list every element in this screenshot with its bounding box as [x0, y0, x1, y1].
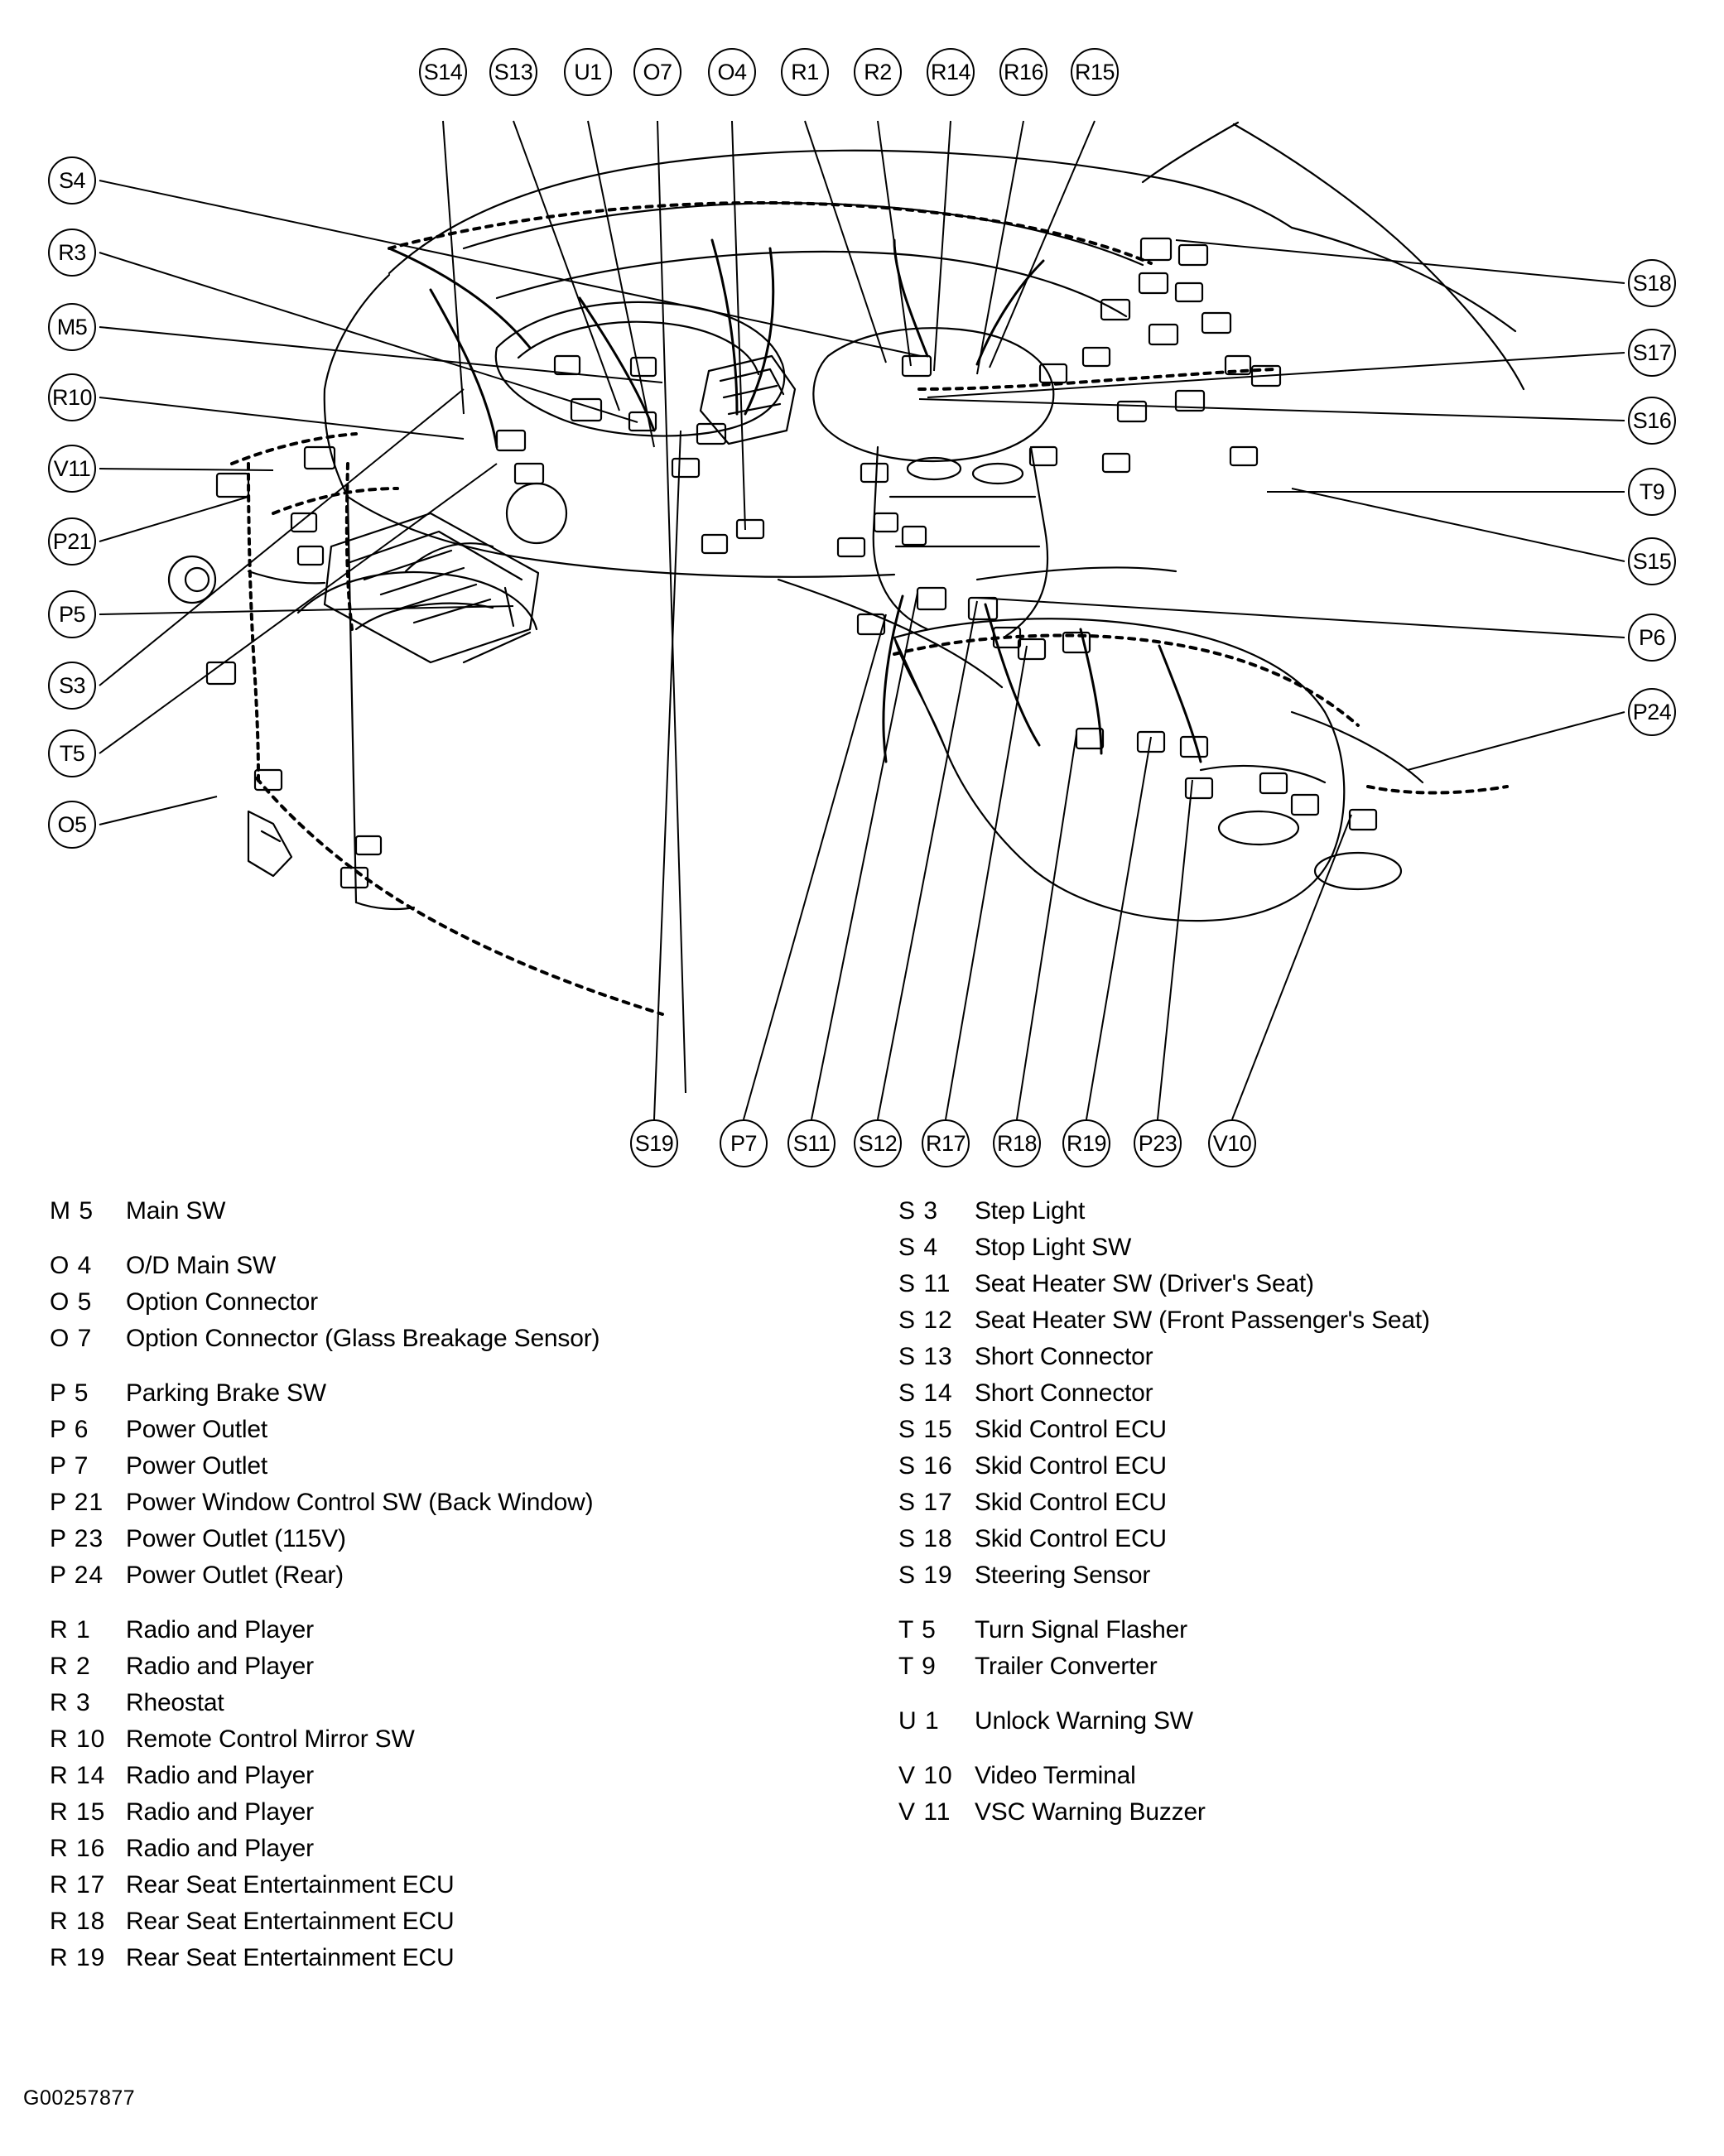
- legend-desc: Power Outlet (115V): [126, 1525, 346, 1552]
- legend-item: [898, 1454, 1693, 1479]
- legend-item: [50, 1490, 861, 1515]
- callout-o7[interactable]: O7: [633, 48, 681, 96]
- callout-r18[interactable]: R18: [993, 1119, 1041, 1167]
- legend-code: S 14: [898, 1379, 953, 1407]
- legend-desc: Skid Control ECU: [975, 1489, 1167, 1516]
- legend-desc: Radio and Player: [126, 1798, 314, 1826]
- legend-desc: Option Connector (Glass Breakage Sensor): [126, 1325, 600, 1352]
- legend-desc: Power Outlet: [126, 1452, 268, 1480]
- legend-item: [898, 1764, 1693, 1788]
- legend-item: [50, 1618, 861, 1643]
- callout-s4[interactable]: S4: [48, 156, 96, 205]
- legend-code: S 16: [898, 1452, 953, 1480]
- legend-code: R 18: [50, 1908, 106, 1935]
- callout-s16[interactable]: S16: [1628, 397, 1676, 445]
- callout-r19[interactable]: R19: [1062, 1119, 1110, 1167]
- legend-group-t: [898, 1618, 1693, 1679]
- legend-item: [50, 1199, 861, 1224]
- legend-desc: Turn Signal Flasher: [975, 1616, 1187, 1643]
- legend-item: [898, 1272, 1693, 1297]
- legend-item: [50, 1873, 861, 1898]
- callout-p6[interactable]: P6: [1628, 614, 1676, 662]
- legend-code: O 7: [50, 1325, 93, 1352]
- legend-desc: Rear Seat Entertainment ECU: [126, 1944, 455, 1971]
- legend-group-u: [898, 1709, 1693, 1734]
- legend-desc: Skid Control ECU: [975, 1525, 1167, 1552]
- legend-item: [898, 1235, 1693, 1260]
- legend-desc: Option Connector: [126, 1288, 318, 1316]
- legend-code: P 6: [50, 1416, 89, 1443]
- legend-desc: VSC Warning Buzzer: [975, 1798, 1206, 1826]
- callout-p23[interactable]: P23: [1134, 1119, 1182, 1167]
- legend-desc: Power Outlet (Rear): [126, 1562, 344, 1589]
- legend-code: S 19: [898, 1562, 953, 1589]
- legend-desc: Radio and Player: [126, 1616, 314, 1643]
- legend-item: [50, 1654, 861, 1679]
- callout-r15[interactable]: R15: [1071, 48, 1119, 96]
- legend-code: R 3: [50, 1689, 91, 1716]
- legend-code: R 19: [50, 1944, 106, 1971]
- legend-code: M 5: [50, 1197, 94, 1225]
- legend-column-left: [50, 1199, 861, 2000]
- legend-code: R 16: [50, 1835, 106, 1862]
- legend-item: [50, 1764, 861, 1788]
- legend-code: T 9: [898, 1653, 937, 1680]
- legend-code: S 3: [898, 1197, 939, 1225]
- legend-desc: Video Terminal: [975, 1762, 1136, 1789]
- legend-code: U 1: [898, 1707, 940, 1735]
- legend-desc: Unlock Warning SW: [975, 1707, 1193, 1735]
- callout-p5[interactable]: P5: [48, 590, 96, 638]
- callout-o4[interactable]: O4: [708, 48, 756, 96]
- legend-desc: Power Outlet: [126, 1416, 268, 1443]
- callout-s13[interactable]: S13: [489, 48, 537, 96]
- legend-group-p: [50, 1381, 861, 1588]
- callout-p21[interactable]: P21: [48, 517, 96, 565]
- legend-code: S 12: [898, 1307, 953, 1334]
- legend-item: [898, 1709, 1693, 1734]
- callout-t9[interactable]: T9: [1628, 468, 1676, 516]
- legend-item: [50, 1454, 861, 1479]
- legend-item: [50, 1254, 861, 1278]
- callout-r2[interactable]: R2: [854, 48, 902, 96]
- legend-desc: Stop Light SW: [975, 1234, 1132, 1261]
- legend-desc: Rear Seat Entertainment ECU: [126, 1871, 455, 1899]
- legend-code: R 14: [50, 1762, 106, 1789]
- callout-v11[interactable]: V11: [48, 445, 96, 493]
- legend-code: S 18: [898, 1525, 953, 1552]
- legend-item: [898, 1654, 1693, 1679]
- legend-column-right: [898, 1199, 1693, 1855]
- legend-desc: Parking Brake SW: [126, 1379, 326, 1407]
- legend-desc: O/D Main SW: [126, 1252, 277, 1279]
- legend-code: S 15: [898, 1416, 953, 1443]
- legend-item: [50, 1326, 861, 1351]
- legend-item: [50, 1727, 861, 1752]
- legend-desc: Skid Control ECU: [975, 1416, 1167, 1443]
- legend-code: S 17: [898, 1489, 953, 1516]
- legend-code: R 10: [50, 1725, 106, 1753]
- legend-desc: Radio and Player: [126, 1762, 314, 1789]
- legend-item: [898, 1563, 1693, 1588]
- legend-desc: Rheostat: [126, 1689, 224, 1716]
- legend-desc: Seat Heater SW (Front Passenger's Seat): [975, 1307, 1430, 1334]
- legend-group-o: [50, 1254, 861, 1351]
- legend-group-m: [50, 1199, 861, 1224]
- legend-code: P 24: [50, 1562, 104, 1589]
- callout-s14[interactable]: S14: [419, 48, 467, 96]
- legend-item: [50, 1563, 861, 1588]
- legend-code: S 13: [898, 1343, 953, 1370]
- callout-o5[interactable]: O5: [48, 801, 96, 849]
- legend-desc: Step Light: [975, 1197, 1086, 1225]
- legend-item: [898, 1308, 1693, 1333]
- callout-t5[interactable]: T5: [48, 729, 96, 777]
- legend-desc: Seat Heater SW (Driver's Seat): [975, 1270, 1314, 1297]
- legend-code: T 5: [898, 1616, 937, 1643]
- legend-code: P 21: [50, 1489, 104, 1516]
- callout-s19[interactable]: S19: [630, 1119, 678, 1167]
- callout-p7[interactable]: P7: [720, 1119, 768, 1167]
- legend-item: [50, 1946, 861, 1971]
- legend-item: [898, 1417, 1693, 1442]
- legend-code: O 5: [50, 1288, 93, 1316]
- legend-code: O 4: [50, 1252, 93, 1279]
- legend-item: [898, 1381, 1693, 1406]
- legend-item: [50, 1381, 861, 1406]
- legend-code: P 7: [50, 1452, 89, 1480]
- legend-group-r: [50, 1618, 861, 1971]
- legend-desc: Steering Sensor: [975, 1562, 1151, 1589]
- legend-desc: Skid Control ECU: [975, 1452, 1167, 1480]
- legend-item: [898, 1618, 1693, 1643]
- callout-u1[interactable]: U1: [564, 48, 612, 96]
- callout-s3[interactable]: S3: [48, 662, 96, 710]
- callout-s15[interactable]: S15: [1628, 537, 1676, 585]
- legend-code: S 4: [898, 1234, 939, 1261]
- legend-desc: Power Window Control SW (Back Window): [126, 1489, 594, 1516]
- legend-item: [898, 1199, 1693, 1224]
- legend-item: [50, 1909, 861, 1934]
- legend-item: [50, 1691, 861, 1716]
- legend-item: [898, 1345, 1693, 1369]
- callout-r14[interactable]: R14: [927, 48, 975, 96]
- legend-group-v: [898, 1764, 1693, 1825]
- legend-item: [898, 1800, 1693, 1825]
- callout-s17[interactable]: S17: [1628, 329, 1676, 377]
- legend-desc: Short Connector: [975, 1379, 1153, 1407]
- legend-item: [898, 1527, 1693, 1552]
- callout-m5[interactable]: M5: [48, 303, 96, 351]
- callout-s12[interactable]: S12: [854, 1119, 902, 1167]
- callout-r1[interactable]: R1: [781, 48, 829, 96]
- callout-r3[interactable]: R3: [48, 229, 96, 277]
- legend-item: [50, 1290, 861, 1315]
- legend-code: R 17: [50, 1871, 106, 1899]
- legend-code: P 23: [50, 1525, 104, 1552]
- legend-code: P 5: [50, 1379, 89, 1407]
- legend-item: [50, 1527, 861, 1552]
- legend-desc: Rear Seat Entertainment ECU: [126, 1908, 455, 1935]
- legend-item: [50, 1836, 861, 1861]
- callout-r10[interactable]: R10: [48, 373, 96, 421]
- component-legend: [0, 1199, 1724, 2110]
- legend-group-s: [898, 1199, 1693, 1588]
- legend-desc: Radio and Player: [126, 1835, 314, 1862]
- callout-s11[interactable]: S11: [787, 1119, 836, 1167]
- legend-item: [50, 1417, 861, 1442]
- legend-code: R 15: [50, 1798, 106, 1826]
- callout-p24[interactable]: P24: [1628, 688, 1676, 736]
- callout-r17[interactable]: R17: [922, 1119, 970, 1167]
- legend-code: R 2: [50, 1653, 91, 1680]
- legend-code: R 1: [50, 1616, 91, 1643]
- callout-v10[interactable]: V10: [1208, 1119, 1256, 1167]
- legend-item: [50, 1800, 861, 1825]
- legend-desc: Trailer Converter: [975, 1653, 1158, 1680]
- legend-desc: Radio and Player: [126, 1653, 314, 1680]
- document-id: G00257877: [23, 2086, 136, 2110]
- legend-desc: Remote Control Mirror SW: [126, 1725, 415, 1753]
- legend-code: V 11: [898, 1798, 951, 1826]
- legend-code: S 11: [898, 1270, 951, 1297]
- callout-r16[interactable]: R16: [999, 48, 1047, 96]
- legend-item: [898, 1490, 1693, 1515]
- legend-desc: Main SW: [126, 1197, 226, 1225]
- legend-desc: Short Connector: [975, 1343, 1153, 1370]
- callout-s18[interactable]: S18: [1628, 259, 1676, 307]
- legend-code: V 10: [898, 1762, 953, 1789]
